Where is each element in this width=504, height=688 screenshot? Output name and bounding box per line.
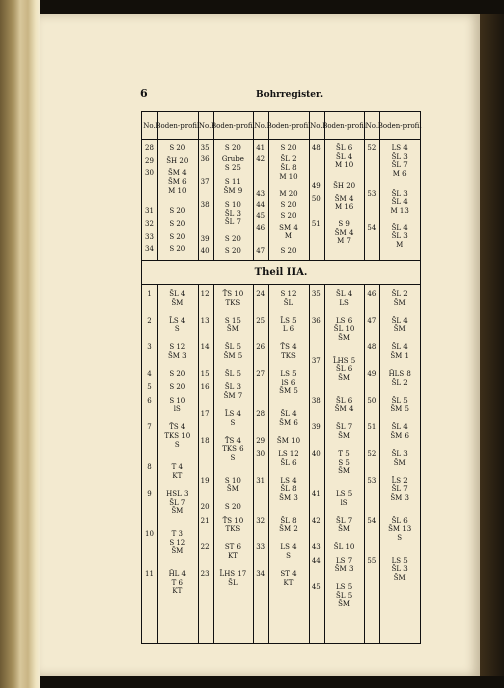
header-profile: [379, 112, 420, 140]
entry-number: 41: [311, 489, 321, 498]
profile-layer: S̄L 7: [336, 516, 353, 525]
profile-layer: lS: [340, 498, 348, 507]
profile-layer: S̄L 8: [280, 164, 297, 172]
profile-layer: S̄L 8: [280, 485, 297, 494]
header-profile-line2: profil: [180, 121, 200, 130]
profile-layer: S̄L 10: [333, 325, 355, 334]
entry-number: 31: [256, 476, 266, 485]
profile-layer: S̄M 4: [334, 405, 354, 414]
entry-number: 12: [200, 290, 210, 298]
entry-number: 40: [200, 246, 210, 255]
profile-layer: LS 12: [278, 449, 299, 458]
profile-layer: S̄L 4: [280, 409, 297, 418]
profile-layer: SM 4: [279, 223, 298, 232]
profile-layer: L̄S 2: [391, 476, 408, 485]
profile-layer: S 20: [224, 503, 241, 512]
entry-number: 29: [145, 156, 154, 165]
profile-layer: TKS: [281, 351, 296, 360]
profile-layer: T̄S 4: [224, 436, 241, 445]
profile-layer: S 20: [280, 201, 297, 209]
entry-number: 45: [311, 583, 321, 592]
profile-layer: S 20: [169, 220, 186, 228]
profile-layer: L̄HS 17: [219, 569, 247, 578]
profile-layer: M 16: [334, 203, 354, 212]
entry-number: 55: [367, 556, 377, 565]
profile-layer: S̄L 2: [280, 155, 297, 164]
profile-layer: S: [230, 418, 236, 427]
profile-layer: LS 5: [336, 489, 353, 498]
entry-number: 52: [367, 144, 377, 152]
profile-layer: S̄L 8: [280, 516, 297, 525]
profile-layer: KT: [172, 587, 183, 596]
profile-layer: lS: [173, 405, 181, 414]
profile-layer: S̄M: [338, 333, 351, 342]
entry-number: 35: [311, 290, 321, 298]
profile-layer: S̄M: [393, 458, 406, 467]
profile-layer: S 12: [280, 290, 297, 298]
entry-number: 38: [311, 396, 321, 405]
header-profile-line1: Boden-: [377, 121, 403, 130]
entry-number: 8: [147, 463, 152, 472]
profile-layer: S̄M 1: [390, 351, 410, 360]
entry-number: 5: [147, 383, 152, 392]
header-profile: [324, 112, 365, 140]
entry-number: 23: [200, 569, 210, 578]
column-divider: [364, 284, 365, 643]
profile-layer: S̄M 3: [279, 493, 298, 502]
profile-layer: S̄L 7: [391, 485, 408, 494]
entry-number: 46: [367, 290, 377, 298]
profile-layer: lS 6: [281, 378, 296, 387]
column-divider: [198, 284, 199, 643]
profile-layer: KT: [283, 578, 294, 587]
entry-number: 18: [200, 436, 210, 445]
profile-layer: S̄L 4: [391, 343, 408, 352]
profile-layer: S̄M 2: [279, 525, 298, 534]
profile-layer: S̄L 4: [391, 423, 408, 432]
profile-layer: S̄M 3: [390, 493, 410, 502]
entry-number: 31: [145, 207, 154, 216]
profile-layer: S̄L 2: [391, 290, 408, 298]
profile-layer: S̄M 3: [334, 565, 354, 574]
profile-layer: LS 5: [336, 583, 353, 592]
profile-layer: M: [284, 232, 293, 241]
profile-layer: S̄M: [393, 325, 406, 334]
profile-layer: M: [396, 241, 404, 249]
entry-number: 50: [367, 396, 377, 405]
profile-layer: S: [174, 325, 180, 334]
profile-layer: S̄L 3: [391, 565, 408, 574]
profile-layer: T̄S 4: [169, 423, 186, 432]
profile-layer: S 20: [169, 245, 186, 254]
profile-layer: S̄M: [226, 485, 239, 494]
profile-layer: S̄M 10: [276, 436, 301, 445]
profile-layer: S 25: [224, 164, 241, 172]
profile-layer: S 5: [338, 458, 350, 467]
profile-layer: S: [174, 440, 180, 449]
profile-layer: LS 6: [336, 316, 353, 325]
profile-layer: T 4: [171, 463, 183, 472]
header-profile-line1: Boden-: [266, 121, 292, 130]
profile-layer: S̄M: [171, 298, 184, 307]
profile-layer: LS 4: [280, 476, 297, 485]
profile-layer: S̄M: [338, 373, 351, 382]
profile-layer: L̄S 5: [280, 316, 297, 325]
entry-number: 26: [256, 343, 266, 352]
profile-layer: S 20: [169, 144, 186, 152]
profile-layer: S̄M 6: [279, 418, 298, 427]
profile-layer: LS: [339, 298, 349, 307]
section-title: Theil IIA.: [254, 266, 308, 278]
profile-layer: S 11: [224, 178, 241, 187]
entry-number: 7: [147, 423, 152, 432]
profile-layer: S 20: [280, 212, 297, 221]
profile-layer: S̄M: [393, 298, 406, 307]
entry-number: 38: [200, 201, 210, 209]
entry-number: 22: [200, 543, 210, 552]
profile-layer: KT: [227, 551, 238, 560]
section-rule-bottom: [142, 284, 420, 285]
entry-number: 40: [311, 449, 321, 458]
entry-number: 37: [311, 356, 321, 365]
profile-layer: M 13: [390, 206, 409, 215]
entry-number: 6: [147, 396, 152, 405]
entry-number: 33: [256, 543, 266, 552]
profile-layer: S̄M 5: [390, 405, 410, 414]
entry-number: 30: [145, 169, 154, 178]
entry-number: 30: [256, 449, 266, 458]
entry-number: 13: [200, 316, 210, 325]
entry-number: 29: [256, 436, 266, 445]
profile-layer: L 6: [282, 325, 295, 334]
header-no: No.: [254, 121, 267, 130]
profile-layer: S̄L 2: [391, 378, 408, 387]
header-profile: [268, 112, 309, 140]
profile-layer: LS 4: [391, 144, 408, 152]
profile-layer: LS 7: [336, 556, 353, 565]
header-no: No.: [198, 121, 212, 130]
entry-number: 25: [256, 316, 266, 325]
profile-layer: T̄S 10: [222, 516, 244, 525]
profile-layer: ST 4: [280, 569, 297, 578]
header-profile-line2: profil: [347, 121, 366, 130]
entry-number: 54: [367, 223, 377, 232]
profile-layer: S̄L 10: [333, 543, 355, 552]
entry-number: 42: [311, 516, 321, 525]
profile-layer: T̄S 10: [222, 290, 244, 298]
number-divider: [213, 284, 214, 643]
profile-layer: S 20: [280, 246, 297, 255]
profile-layer: Grube: [221, 155, 244, 164]
profile-layer: TKS: [225, 298, 241, 307]
profile-layer: H̄L 4: [168, 569, 187, 578]
entry-number: 28: [256, 409, 266, 418]
page-edge-shadow: [480, 14, 504, 676]
profile-layer: M 20: [279, 189, 298, 198]
profile-layer: M 6: [392, 169, 407, 178]
profile-layer: S̄L 5: [391, 396, 408, 405]
profile-layer: S: [397, 533, 403, 542]
entry-number: 47: [256, 246, 266, 255]
profile-layer: S̄L 3: [391, 449, 408, 458]
profile-layer: S̄L 5: [224, 369, 241, 378]
profile-layer: LS 4: [280, 543, 297, 552]
header-profile: [157, 112, 198, 140]
profile-layer: S̄M 6: [390, 431, 410, 440]
entry-number: 37: [200, 178, 210, 187]
profile-layer: S 20: [224, 235, 241, 244]
entry-number: 17: [200, 409, 210, 418]
entry-number: 43: [256, 189, 266, 198]
entry-number: 2: [147, 316, 152, 325]
entry-number: 46: [256, 223, 266, 232]
entry-number: 41: [256, 144, 266, 152]
profile-layer: S 20: [169, 232, 186, 241]
profile-layer: S̄M 5: [223, 351, 243, 360]
entry-number: 51: [311, 220, 321, 228]
entry-number: 10: [145, 529, 154, 538]
profile-layer: S̄M: [338, 600, 351, 609]
profile-layer: S̄L 4: [336, 152, 353, 161]
profile-layer: S 20: [169, 207, 186, 216]
page-number: 6: [140, 87, 148, 100]
entry-number: 48: [311, 144, 321, 152]
profile-layer: HSL 3: [166, 489, 189, 498]
profile-layer: S̄L 3: [391, 189, 408, 198]
entry-number: 49: [367, 369, 377, 378]
profile-layer: S̄L 4: [391, 198, 408, 207]
header-profile-line1: Boden-: [210, 121, 236, 130]
entry-number: 50: [311, 194, 321, 203]
profile-layer: S̄M: [338, 467, 351, 476]
header-profile: [210, 112, 255, 140]
profile-layer: S̄M: [338, 525, 351, 534]
profile-layer: S̄H 20: [166, 156, 189, 165]
profile-layer: S 10: [224, 201, 241, 209]
profile-layer: S̄M 3: [167, 351, 187, 360]
profile-layer: L̄S 4: [169, 316, 186, 325]
profile-layer: S 20: [280, 144, 297, 152]
entry-number: 1: [147, 290, 152, 298]
entry-number: 52: [367, 449, 377, 458]
profile-layer: H̄LS 8: [388, 369, 411, 378]
profile-layer: S: [286, 551, 291, 560]
profile-layer: S̄L 6: [280, 458, 297, 467]
header-profile-line1: Boden-: [155, 121, 181, 130]
profile-layer: S̄M 9: [223, 186, 243, 195]
profile-layer: S̄H 20: [333, 182, 356, 190]
profile-layer: S 15: [224, 316, 241, 325]
profile-layer: S̄M 6: [167, 177, 187, 186]
entry-number: 19: [200, 476, 210, 485]
profile-layer: S̄L 6: [391, 516, 408, 525]
header-no: No.: [365, 121, 379, 130]
entry-number: 44: [311, 556, 321, 565]
entry-number: 21: [200, 516, 210, 525]
column-divider: [253, 112, 254, 260]
entry-number: 43: [311, 543, 321, 552]
entry-number: 32: [145, 220, 154, 228]
entry-number: 34: [145, 245, 154, 254]
entry-number: 28: [145, 144, 154, 152]
entry-number: 15: [200, 369, 210, 378]
entry-number: 48: [367, 343, 377, 352]
profile-layer: S̄L 3: [224, 209, 241, 218]
entry-number: 32: [256, 516, 266, 525]
borehole-register-table: [141, 111, 421, 644]
entry-number: 33: [145, 232, 154, 241]
entry-number: 11: [145, 569, 154, 578]
profile-layer: S̄L 4: [336, 290, 353, 298]
profile-layer: S 20: [169, 369, 186, 378]
entry-number: 53: [367, 476, 377, 485]
entry-number: 35: [200, 144, 210, 152]
profile-layer: S 20: [224, 144, 241, 152]
profile-layer: S̄M 4: [167, 169, 187, 178]
entry-number: 20: [200, 503, 210, 512]
header-profile-line2: profil: [402, 121, 422, 130]
entry-number: 36: [200, 155, 210, 164]
entry-number: 42: [256, 155, 266, 164]
profile-layer: S̄L 6: [336, 365, 353, 374]
profile-layer: TKS 10: [164, 431, 191, 440]
entry-number: 3: [147, 343, 152, 352]
header-no: No.: [310, 121, 323, 130]
profile-layer: T 5: [338, 449, 350, 458]
profile-layer: S: [230, 453, 236, 462]
profile-layer: S̄M: [393, 573, 406, 582]
entry-number: 53: [367, 189, 377, 198]
profile-layer: S̄L 4: [169, 290, 186, 298]
entry-number: 49: [311, 182, 321, 190]
profile-layer: S̄M: [171, 547, 184, 556]
profile-layer: S̄L 7: [169, 498, 186, 507]
profile-layer: M 10: [279, 172, 298, 181]
header-profile-line1: Boden-: [322, 121, 348, 130]
profile-layer: S̄L 7: [336, 423, 353, 432]
entry-number: 14: [200, 343, 210, 352]
entry-number: 51: [367, 423, 377, 432]
entry-number: 34: [256, 569, 266, 578]
profile-layer: S̄L 4: [391, 223, 408, 232]
profile-layer: S̄L 6: [336, 144, 353, 152]
entry-number: 44: [256, 201, 266, 209]
profile-layer: S 10: [169, 396, 186, 405]
entry-number: 54: [367, 516, 377, 525]
profile-layer: ST 6: [224, 543, 241, 552]
entry-number: 27: [256, 369, 266, 378]
profile-layer: S 12: [169, 343, 186, 352]
entry-number: 45: [256, 212, 266, 221]
profile-layer: S̄M: [226, 325, 239, 334]
profile-layer: L̄S 4: [224, 409, 241, 418]
entry-number: 9: [147, 489, 152, 498]
header-profile-line2: profil: [291, 121, 311, 130]
profile-layer: S̄L 5: [224, 343, 241, 352]
profile-layer: S̄L 4: [391, 316, 408, 325]
profile-layer: S 20: [224, 246, 241, 255]
profile-layer: S̄M: [171, 507, 184, 516]
profile-layer: M 7: [337, 237, 352, 246]
entry-number: 36: [311, 316, 321, 325]
profile-layer: S̄M 4: [334, 228, 354, 237]
profile-layer: S 20: [169, 383, 186, 392]
profile-layer: S 12: [169, 538, 186, 547]
table-header-row: [142, 112, 420, 140]
section-rule-top: [142, 260, 420, 261]
entry-number: 47: [367, 316, 377, 325]
profile-layer: LS 5: [280, 369, 297, 378]
running-head: Bohrregister.: [256, 90, 324, 100]
entry-number: 39: [311, 423, 321, 432]
profile-layer: S 9: [338, 220, 350, 228]
profile-layer: S̄L 7: [391, 161, 408, 170]
profile-layer: T 6: [171, 578, 183, 587]
profile-layer: TKS 6: [222, 445, 244, 454]
profile-layer: S̄M 5: [279, 387, 298, 396]
profile-layer: L̄HS 5: [332, 356, 356, 365]
entry-number: 24: [256, 290, 266, 298]
header-profile-line2: profil: [235, 121, 255, 130]
profile-layer: M 10: [334, 161, 354, 170]
profile-layer: S̄M 13: [388, 525, 412, 534]
profile-layer: S̄L 6: [336, 396, 353, 405]
entry-number: 4: [147, 369, 152, 378]
column-divider: [364, 112, 365, 260]
profile-layer: T 3: [171, 529, 183, 538]
profile-layer: KT: [172, 471, 183, 480]
profile-layer: TKS: [225, 525, 241, 534]
profile-layer: S̄M 7: [223, 391, 243, 400]
profile-layer: S̄M: [338, 431, 351, 440]
header-no: No.: [143, 121, 156, 130]
profile-layer: S̄L: [283, 298, 294, 307]
profile-layer: S̄M 4: [334, 194, 354, 203]
entry-number: 16: [200, 383, 210, 392]
profile-layer: S 10: [224, 476, 241, 485]
column-divider: [253, 284, 254, 643]
profile-layer: S̄L 3: [391, 232, 408, 241]
profile-layer: T̄S 4: [280, 343, 297, 352]
profile-layer: M 10: [168, 186, 187, 195]
profile-layer: S̄L 3: [391, 152, 408, 161]
book-spine: [0, 0, 40, 688]
entry-number: 39: [200, 235, 210, 244]
profile-layer: S̄L 7: [224, 218, 241, 227]
profile-layer: S̄L 5: [336, 591, 353, 600]
profile-layer: LS 5: [391, 556, 408, 565]
profile-layer: S̄L: [228, 578, 238, 587]
profile-layer: S̄L 3: [224, 383, 241, 392]
